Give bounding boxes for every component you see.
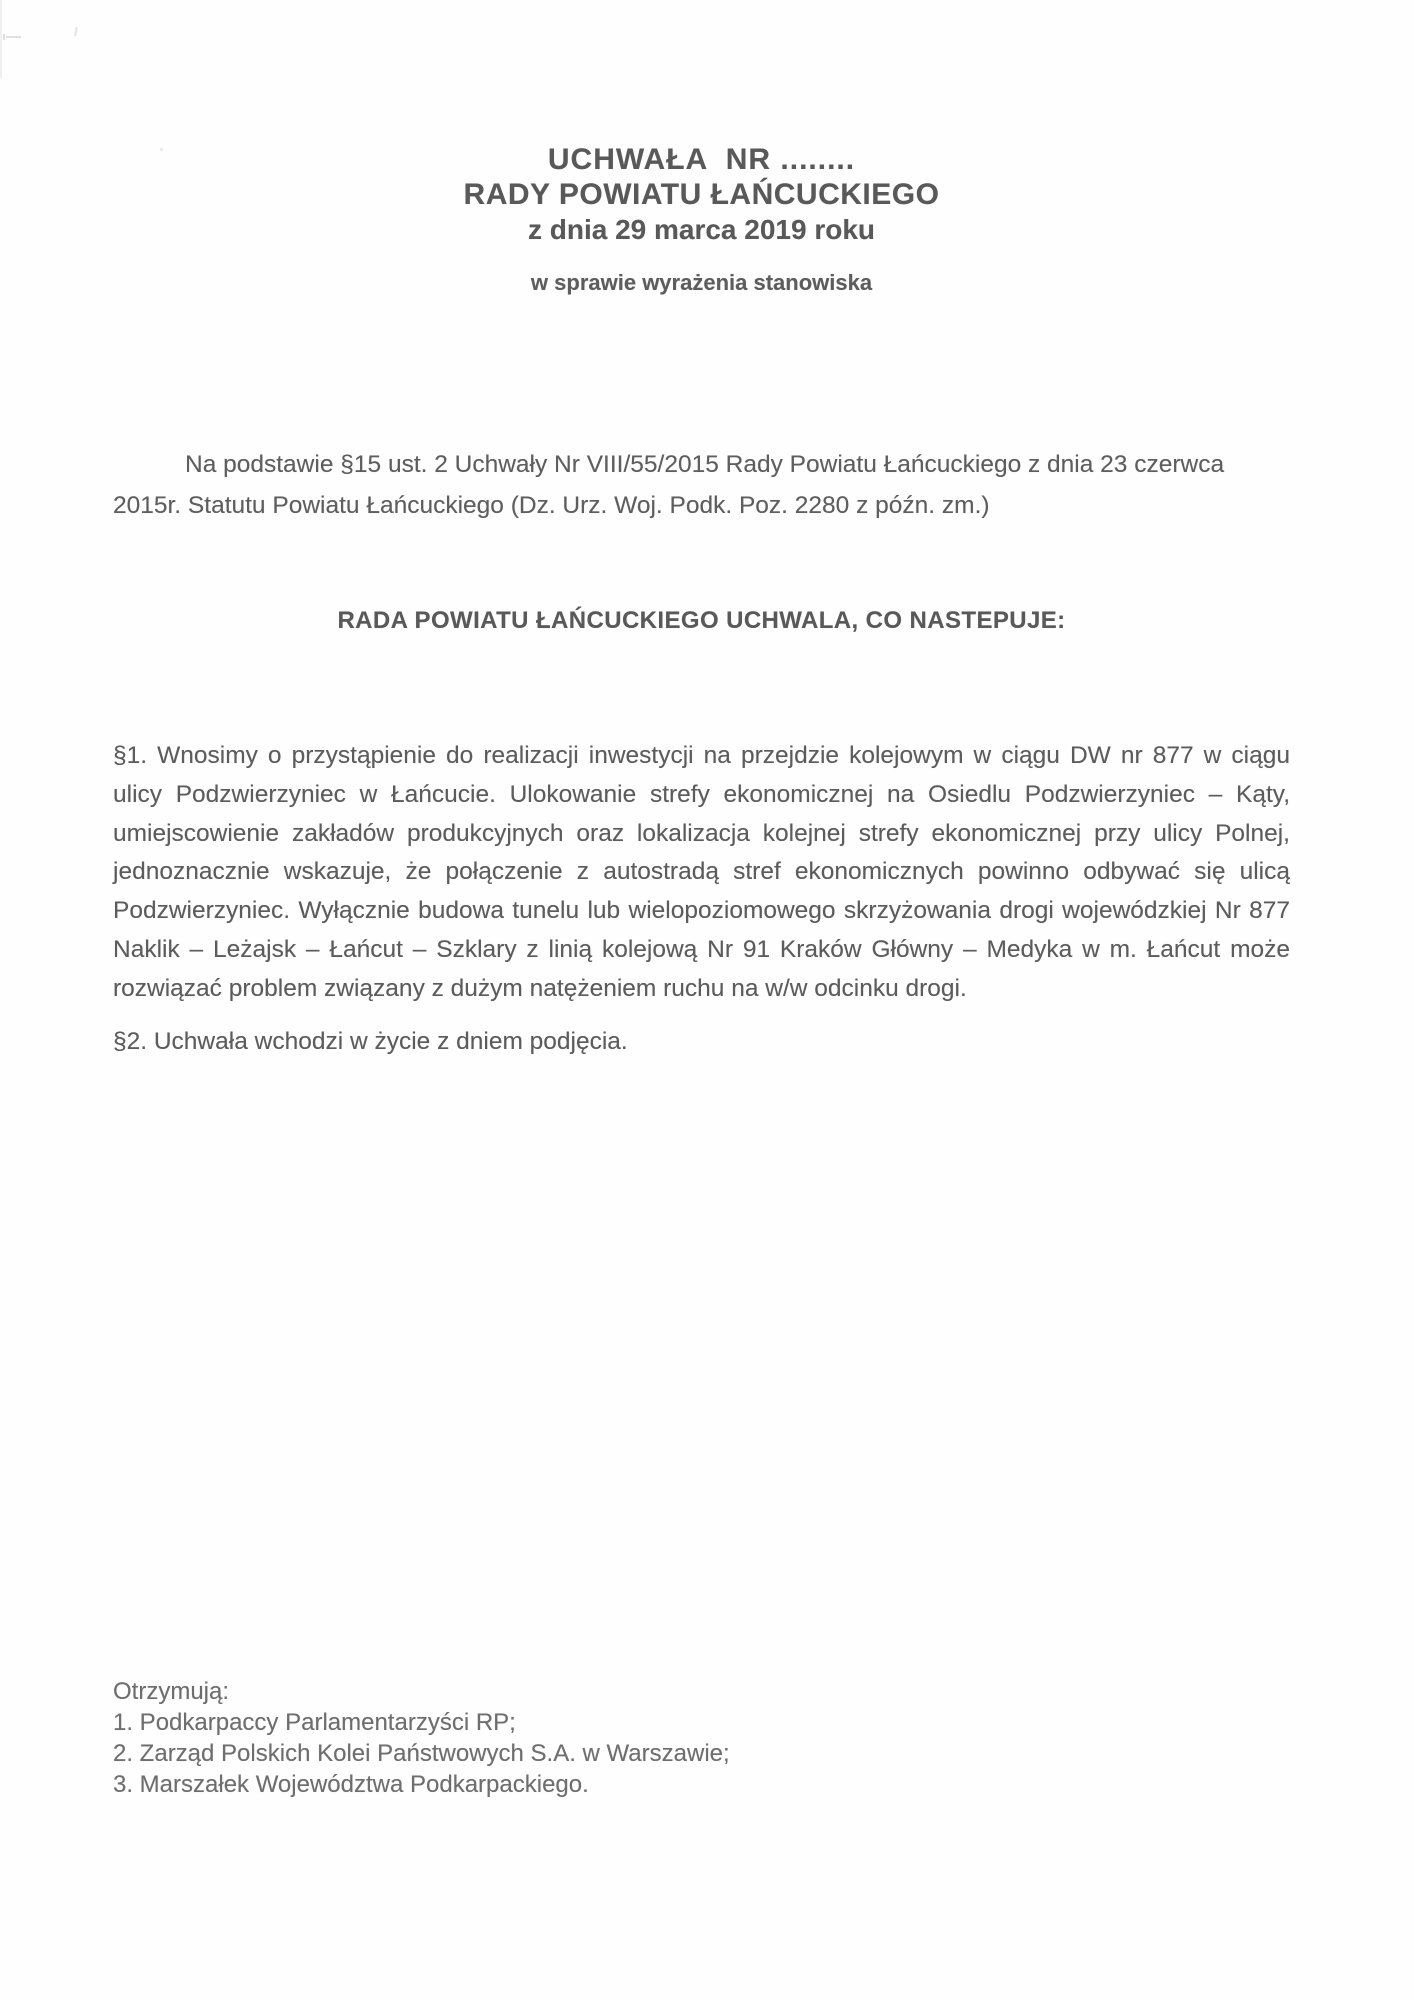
distribution-recipient: 2. Zarząd Polskich Kolei Państwowych S.A. w Warszawie; [113, 1740, 730, 1767]
subject-line: w sprawie wyrażenia stanowiska [530, 270, 873, 295]
document-header [113, 142, 1290, 247]
scan-artifact [6, 36, 21, 38]
scan-artifact [0, 0, 2, 78]
enacting-formula-block [113, 607, 1290, 635]
subject-block [113, 270, 1290, 296]
scan-artifact [74, 27, 78, 36]
section-1-paragraph: §1. Wnosimy o przystąpienie do realizacji inwestycji na przejdzie kolejowym w ciągu DW nr 877 w ciągu ulicy Podzwierzyniec w Łańcucie. Ulokowanie strefy ekonomicznej na Osiedlu Podzwierzyniec – Kąty, umiejscowienie zakładów produkcyjnych oraz lokalizacja kolejnej strefy ekonomicznej przy ulicy Polnej, jednoznacznie wskazuje, że połączenie z autostradą stref ekonomicznych powinno odbywać się ulicą Podzwierzyniec. Wyłącznie budowa tunelu lub wielopoziomowego skrzyżowania drogi wojewódzkiej Nr 877 Naklik – Leżajsk – Łańcut – Szklary z linią kolejową Nr 91 Kraków Główny – Medyka w m. Łańcut może rozwiązać problem związany z dużym natężeniem ruchu na w/w odcinku drogi. [113, 742, 1290, 1002]
distribution-recipient: 1. Podkarpaccy Parlamentarzyści RP; [113, 1709, 516, 1736]
resolution-number-line: UCHWAŁA NR ........ [547, 143, 856, 176]
distribution-list [113, 1676, 1290, 1800]
distribution-heading: Otrzymują: [113, 1678, 230, 1705]
resolution-date-line: z dnia 29 marca 2019 roku [527, 214, 876, 245]
distribution-recipient: 3. Marszałek Województwa Podkarpackiego. [113, 1771, 589, 1798]
legal-basis-paragraph: Na podstawie §15 ust. 2 Uchwały Nr VIII/55/2015 Rady Powiatu Łańcuckiego z dnia 23 czerwca 2015r. Statutu Powiatu Łańcuckiego (Dz. Urz. Woj. Podk. Poz. 2280 z późn. zm.) [113, 451, 1225, 519]
enacting-formula: RADA POWIATU ŁAŃCUCKIEGO UCHWALA, CO NASTEPUJE: [337, 607, 1066, 634]
issuing-body-line: RADY POWIATU ŁAŃCUCKIEGO [463, 178, 940, 211]
scan-artifact [3, 34, 5, 40]
section-2-paragraph: §2. Uchwała wchodzi w życie z dniem podjęcia. [113, 1028, 628, 1055]
